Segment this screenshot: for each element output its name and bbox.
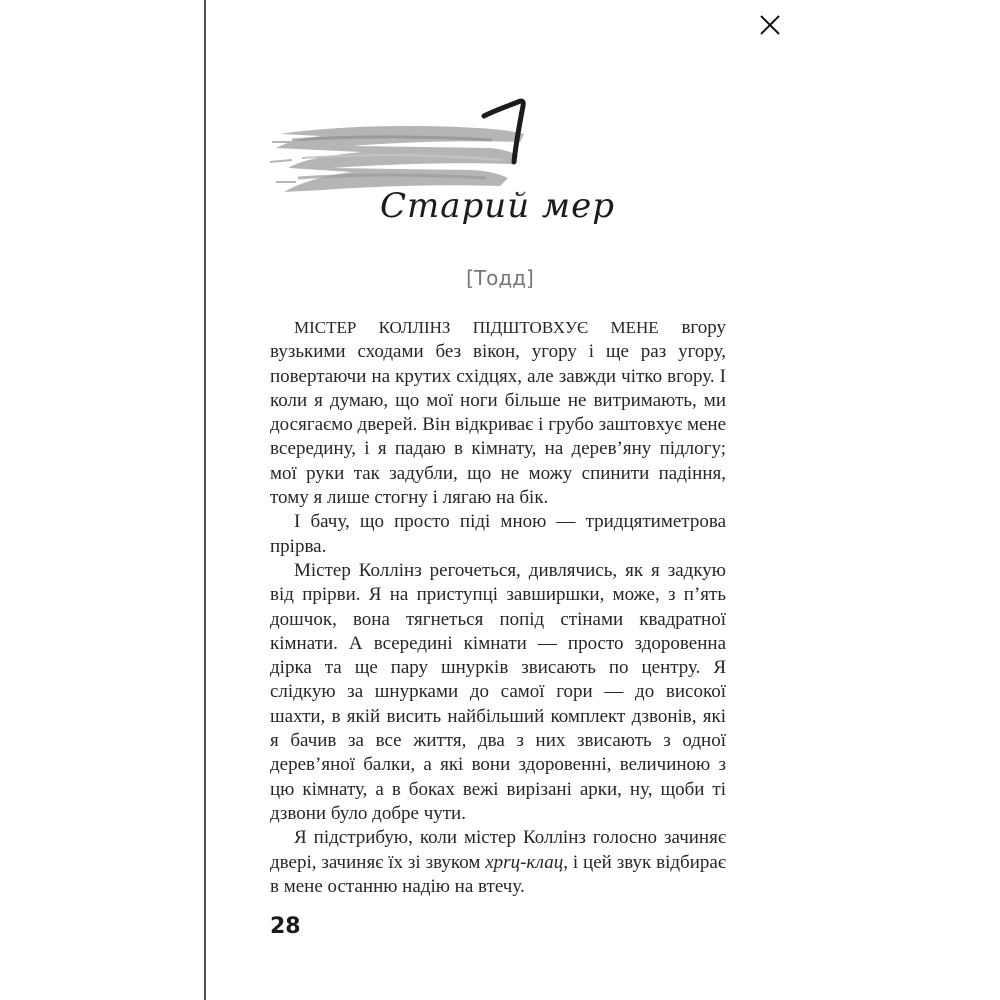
chapter-number (478, 92, 538, 172)
close-button[interactable] (758, 13, 782, 37)
page-spine-line (204, 0, 206, 1000)
narrator-label: [Тодд] (466, 266, 534, 290)
paragraph-lead: МІСТЕР КОЛЛІНЗ ПІДШТОВХУЄ МЕНЕ (294, 318, 659, 337)
paragraph: І бачу, що просто піді мною — тридцятиметрова прірва. (270, 511, 726, 557)
paragraph-text: , і цей звук відбирає в мене останню надію на втечу. (270, 851, 726, 897)
paragraph-text: Я підстрибую, коли містер Коллінз голосно зачиняє двері, зачиняє їх зі звуком (270, 827, 726, 873)
paragraph (270, 826, 726, 899)
sound-effect: хрrц-клац (485, 851, 564, 873)
chapter-title: Старий мер (380, 186, 615, 226)
paragraph-text: вгору вузькими сходами без вікон, угору і ще раз угору, повертаючи на крутих східцях, але завжди чітко вгору. І коли я думаю, що мої ноги більше не витримають, ми досягаємо дверей. Він відкриває і грубо заштовхує мене всередину, і я падаю в кімнату, на дерев’яну підлогу; мої руки так задубли, що не можу спинити падіння, тому я лише стогну і лягаю на бік. (270, 317, 726, 509)
close-icon (758, 13, 782, 37)
chapter-body (270, 316, 726, 899)
page-number: 28 (270, 914, 301, 939)
paragraph: Містер Коллінз регочеться, дивлячись, як я задкую від прірви. Я на приступці завширшки, може, з п’ять дошчок, вона тягнеться попід стінами квадратної кімнати. А всередині кімнати — просто здоровенна дірка та ще пару шнурків звисають по центру. Я слідкую за шнурками до самої гори — до високої шахти, в якій висить найбільший комплект дзвонів, які я бачив за все життя, два з них звисають з одної дерев’яної балки, а які вони здоровенні, величиною з цю кімнату, а в боках вежі вирізані арки, ну, щоби ті дзвони було добре чути. (270, 559, 726, 824)
paragraph (270, 316, 726, 510)
